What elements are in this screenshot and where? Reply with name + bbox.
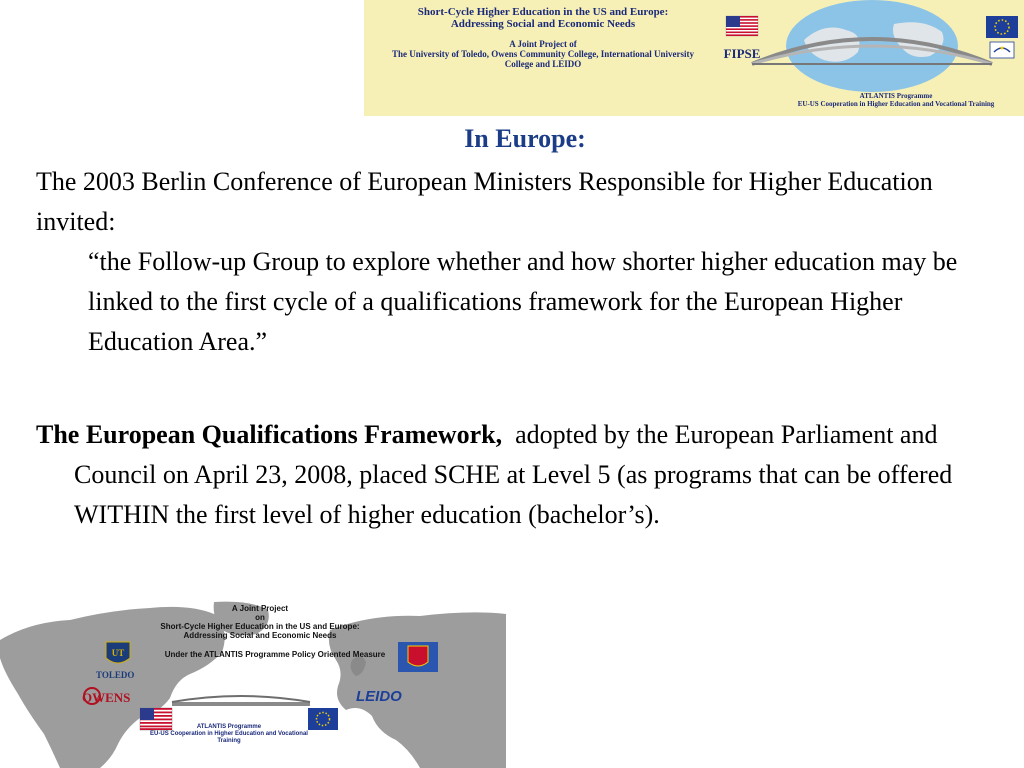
banner-atlantis-text	[768, 92, 1024, 108]
eu-flag-icon	[986, 16, 1018, 38]
footer-project-text	[140, 604, 380, 640]
header-banner	[364, 0, 1024, 116]
fipse-logo	[724, 46, 761, 61]
owens-label: OWENS	[82, 690, 131, 705]
eqf-rest: adopted by the European Parliament and Council on April 23, 2008, placed SCHE at Level 5 (as programs that can be offered WITHIN the first level of higher education (bachelor’s).	[74, 420, 959, 529]
banner-sub-line3: College and LEIDO	[504, 59, 582, 69]
eqf-paragraph	[36, 415, 1010, 535]
iuc-crest-icon	[398, 642, 438, 672]
footer-measure-text: Under the ATLANTIS Programme Policy Oriented Measure	[164, 650, 386, 659]
footer-project-line4: Addressing Social and Economic Needs	[183, 631, 337, 640]
banner-title-line1: Short-Cycle Higher Education in the US and Europe:	[417, 6, 669, 18]
footer-project-line1: A Joint Project	[231, 604, 289, 613]
banner-title-line2: Addressing Social and Economic Needs	[450, 18, 636, 30]
banner-atlantis-line1: ATLANTIS Programme	[859, 92, 933, 100]
us-flag-icon	[726, 16, 758, 36]
quote-paragraph: “the Follow-up Group to explore whether and how shorter higher education may be linked to the first cycle of a qualifications framework for the European Higher Education Area.”	[88, 247, 958, 356]
leido-logo: LEIDO	[356, 688, 402, 705]
eqf-bold-lead: The European Qualifications Framework,	[36, 420, 503, 449]
socrates-logo	[990, 42, 1014, 58]
svg-text:FIPSE: FIPSE	[723, 46, 761, 61]
footer-atlantis-line2: EU-US Cooperation in Higher Education and Vocational Training	[150, 731, 308, 744]
banner-atlantis-line2: EU-US Cooperation in Higher Education and Vocational Training	[797, 100, 995, 108]
footer-project-line3: Short-Cycle Higher Education in the US and Europe:	[160, 622, 360, 631]
footer-project-line2: on	[255, 613, 265, 622]
footer-atlantis-line1: ATLANTIS Programme	[196, 724, 262, 730]
ut-shield-icon	[106, 642, 130, 663]
slide-heading: In Europe:	[464, 124, 586, 153]
toledo-label: TOLEDO	[96, 670, 135, 680]
footer-atlantis-text	[144, 724, 314, 745]
berlin-paragraph: The 2003 Berlin Conference of European Ministers Responsible for Higher Education invited:	[36, 167, 933, 236]
footer-bridge-icon	[172, 696, 310, 706]
banner-sub-line1: A Joint Project of	[509, 39, 577, 49]
project-graphic	[0, 600, 506, 768]
svg-text:UT: UT	[111, 648, 125, 658]
banner-sub-line2: The University of Toledo, Owens Community College, International University	[391, 49, 694, 59]
